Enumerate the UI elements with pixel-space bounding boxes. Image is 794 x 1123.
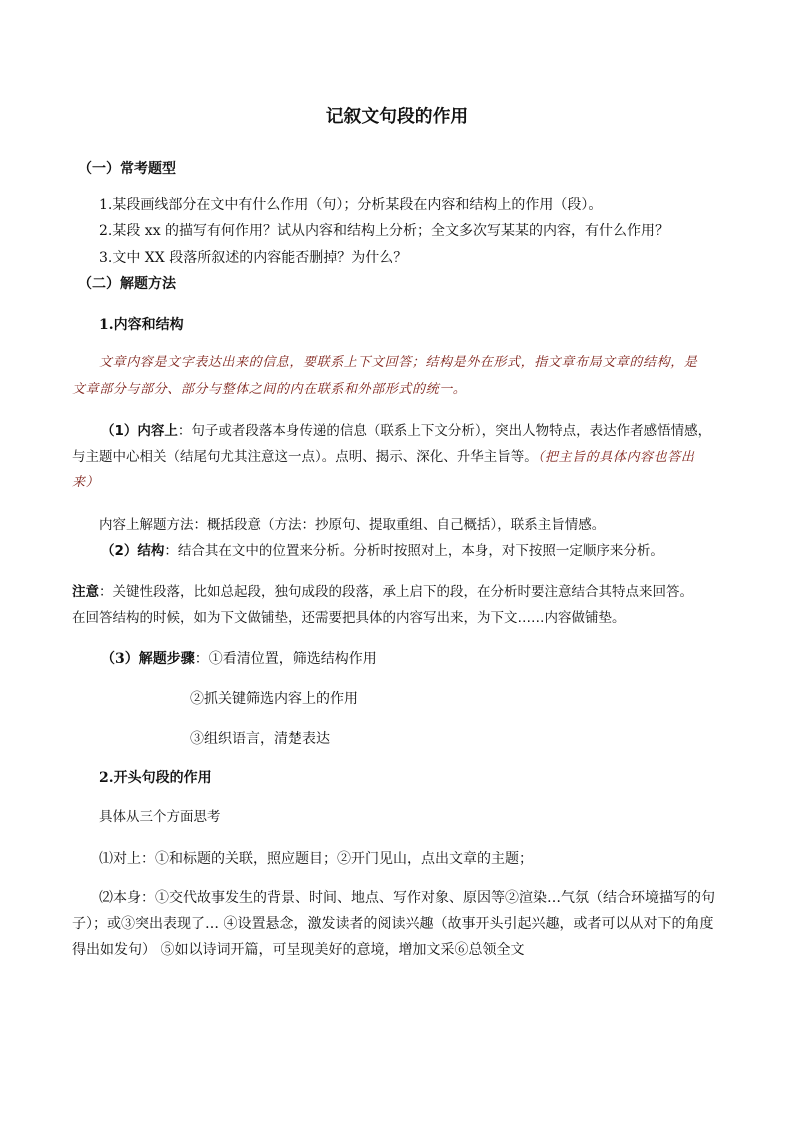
section-heading-common-types: （一）常考题型 — [78, 161, 176, 177]
content-paragraph-line — [101, 421, 711, 441]
content-text: ：句子或者段落本身传递的信息（联系上下文分析），突出人物特点，表达作者感悟情感， — [177, 423, 712, 439]
steps-line — [101, 649, 377, 669]
step-item: ②抓关键筛选内容上的作用 — [190, 691, 358, 707]
attention-text: ：关键性段落，比如总起段，独句成段的段落，承上启下的段，在分析时要注意结合其特点来回答。 — [99, 584, 693, 600]
point-line: 得出如发句） ⑤如以诗词开篇，可呈现美好的意境，增加文采⑥总领全文 — [72, 942, 525, 958]
subsection-heading-content-structure: 1.内容和结构 — [99, 317, 184, 333]
structure-text: ：结合其在文中的位置来分析。分析时按照对上，本身，对下按照一定顺序来分析。 — [164, 543, 664, 559]
point-line: 子）；或③突出表现了… ④设置悬念，激发读者的阅读兴趣（故事开头引起兴趣，或者可以从对下的角度 — [72, 916, 714, 932]
section-heading-methods: （二）解题方法 — [78, 276, 176, 292]
step-item: ③组织语言，清楚表达 — [190, 731, 330, 747]
page-title: 记叙文句段的作用 — [325, 106, 469, 127]
step-item: ：①看清位置，筛选结构作用 — [194, 651, 377, 667]
content-text: 与主题中心相关（结尾句尤其注意这一点）。点明、揭示、深化、升华主旨等。 — [72, 449, 538, 465]
content-emphasis: 来） — [72, 475, 100, 490]
content-method-paragraph: 内容上解题方法：概括段意（方法：抄原句、提取重组、自己概括），联系主旨情感。 — [99, 517, 606, 533]
intro-line: 具体从三个方面思考 — [99, 809, 221, 825]
highlighted-note: 文章内容是文字表达出来的信息，要联系上下文回答；结构是外在形式，指文章布局文章的结构，是 — [99, 355, 698, 370]
steps-label: （3）解题步骤 — [101, 651, 195, 667]
list-item: 3.文中 XX 段落所叙述的内容能否删掉？为什么？ — [99, 250, 408, 266]
list-item: 2.某段 xx 的描写有何作用？试从内容和结构上分析；全文多次写某某的内容，有什么作用？ — [99, 223, 670, 239]
content-emphasis: （把主旨的具体内容也答出 — [537, 450, 695, 465]
structure-paragraph — [101, 541, 664, 561]
structure-label: （2）结构 — [101, 543, 165, 559]
point-line: ⑵本身：①交代故事发生的背景、时间、地点、写作对象、原因等②渲染…气氛（结合环境描写的句 — [99, 890, 715, 906]
point-line: ⑴对上：①和标题的关联，照应题目；②开门见山，点出文章的主题； — [99, 851, 533, 867]
subsection-heading-opening: 2.开头句段的作用 — [99, 770, 212, 786]
attention-label: 注意 — [72, 584, 99, 600]
list-item: 1.某段画线部分在文中有什么作用（句）；分析某段在内容和结构上的作用（段）。 — [99, 197, 603, 213]
highlighted-note: 文章部分与部分、部分与整体之间的内在联系和外部形式的统一。 — [72, 382, 467, 397]
content-label: （1）内容上 — [101, 423, 178, 439]
attention-paragraph-line: 在回答结构的时候，如为下文做铺垫，还需要把具体的内容写出来，为下文……内容做铺垫。 — [72, 610, 626, 626]
attention-paragraph-line — [72, 582, 693, 602]
content-paragraph-line — [72, 447, 694, 468]
